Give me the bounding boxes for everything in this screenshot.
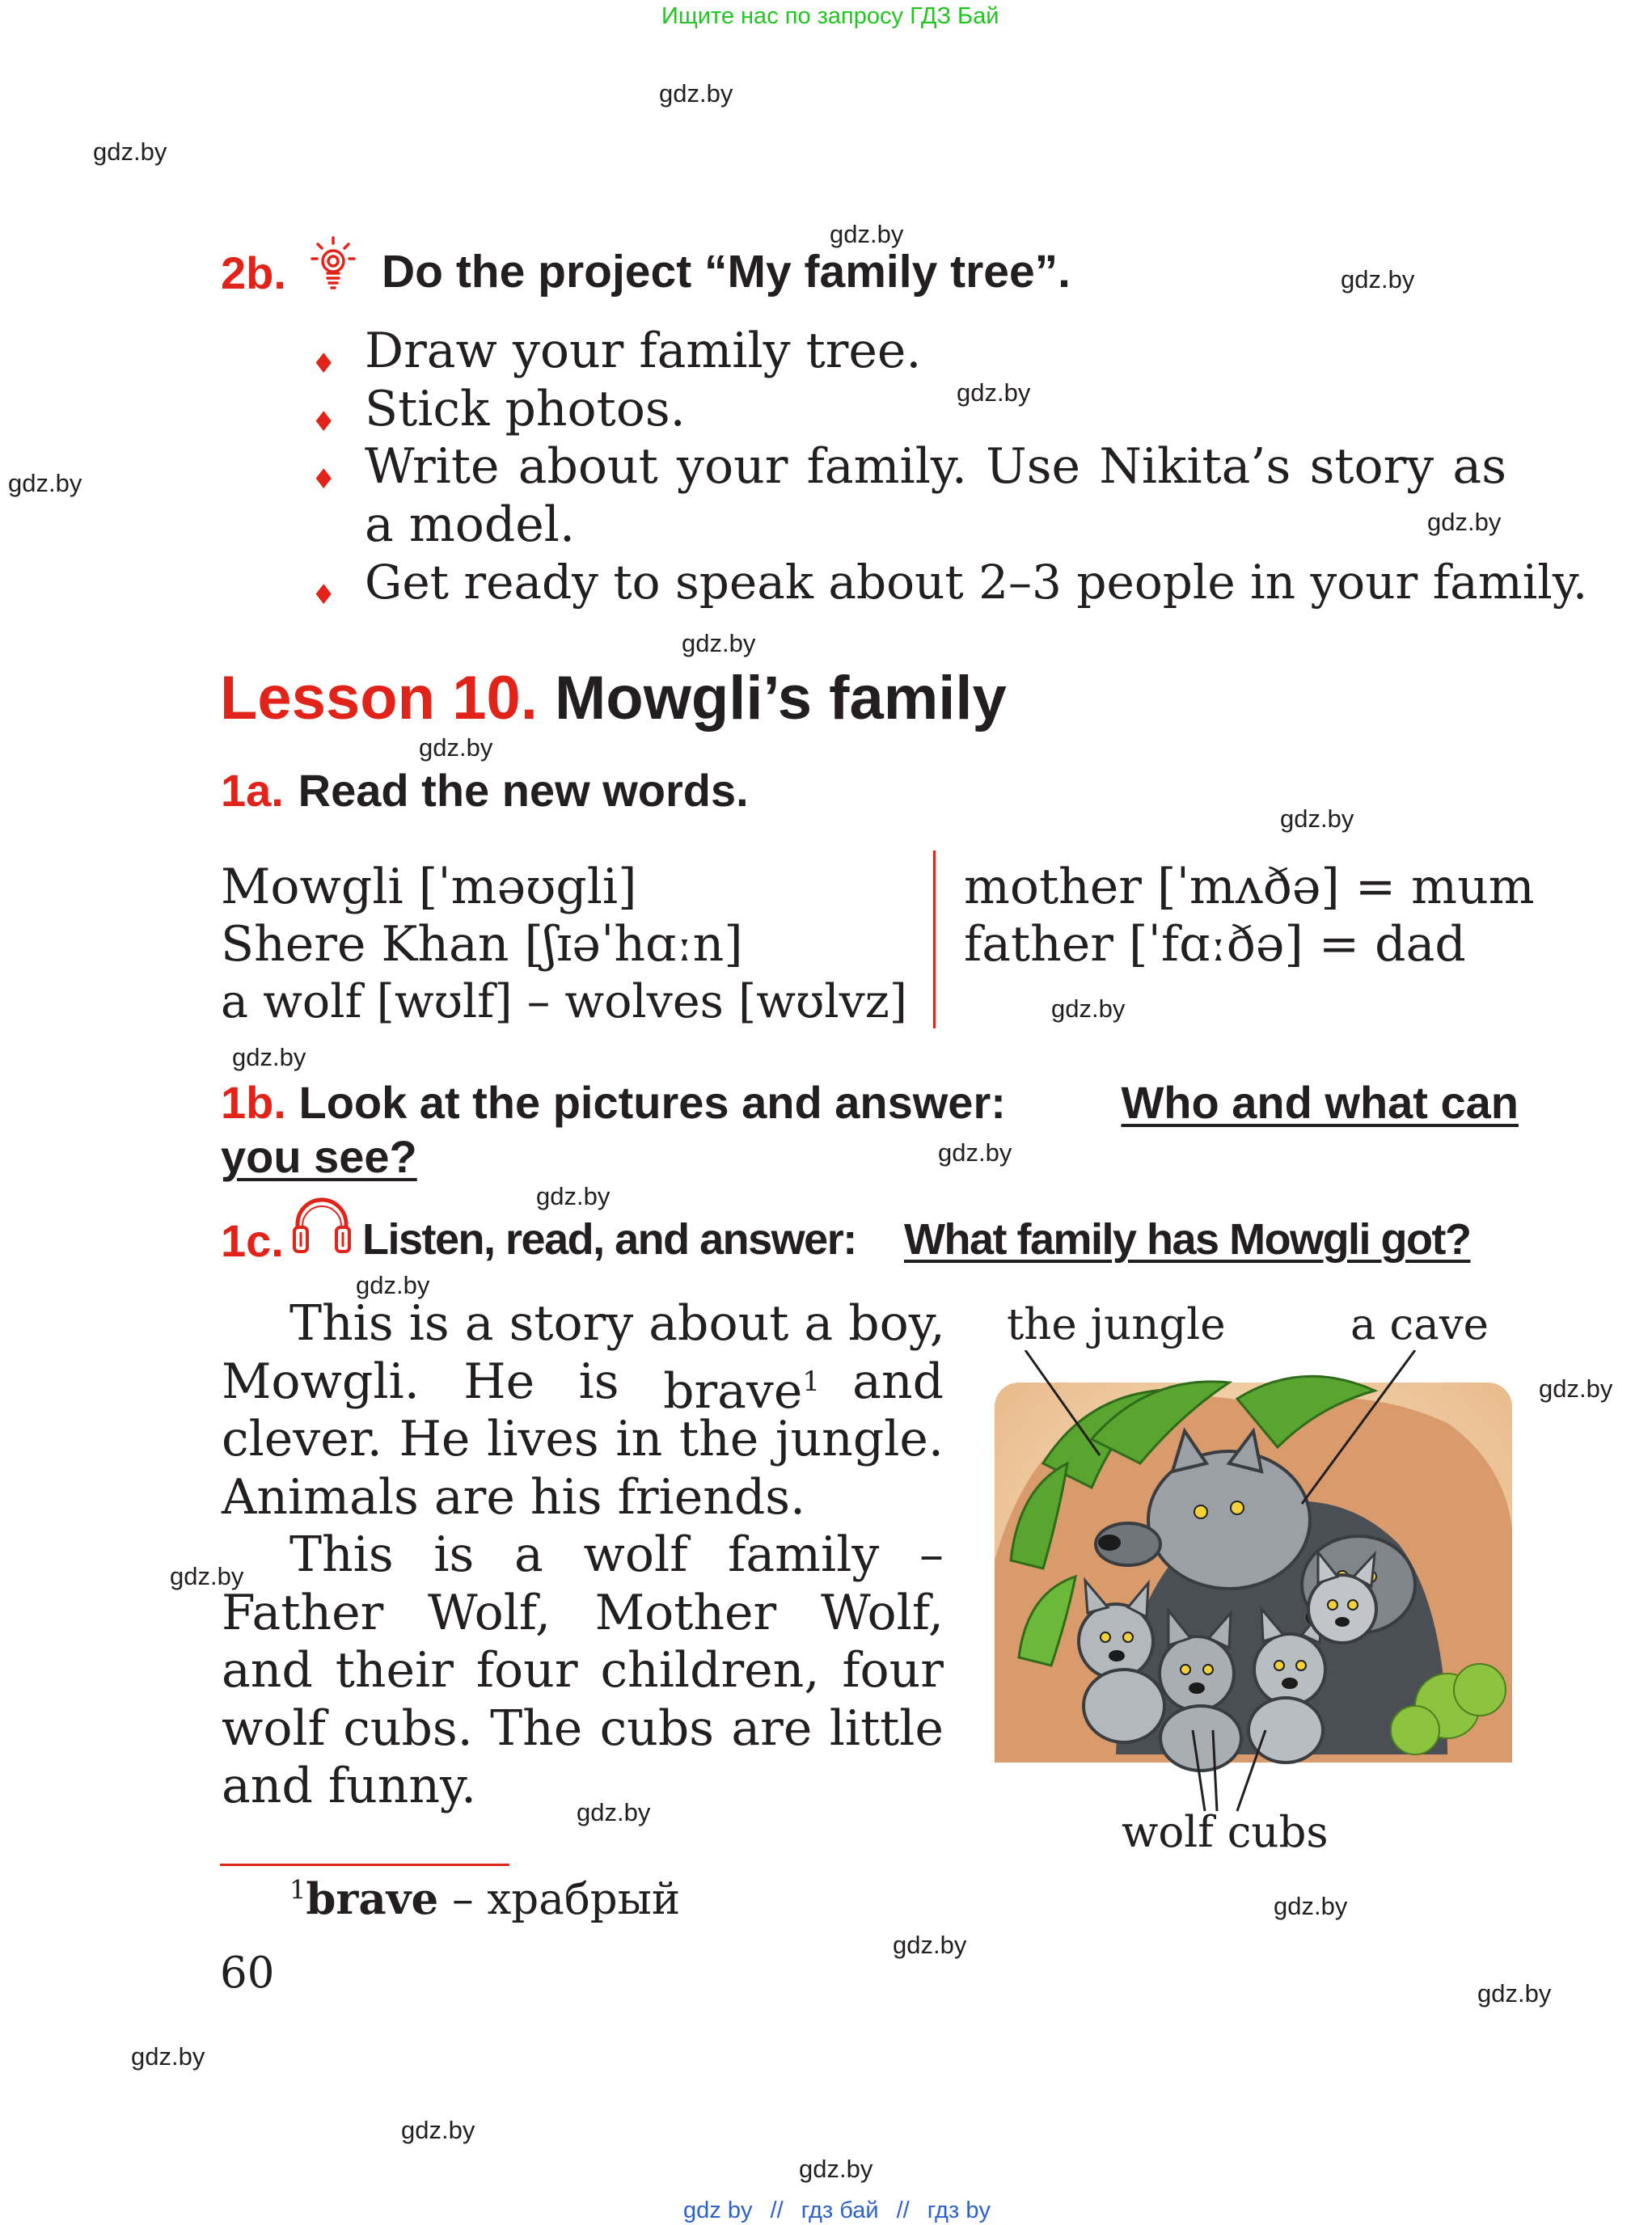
vocab-divider	[933, 851, 936, 1028]
story-line-end: and	[852, 1353, 944, 1410]
story-line: Father Wolf, Mother Wolf,	[222, 1584, 944, 1641]
exercise-2b-title: Do the project “My family tree”.	[382, 246, 1071, 298]
watermark: gdz.by	[401, 2116, 475, 2144]
watermark: gdz.by	[1051, 994, 1126, 1023]
watermark: gdz.by	[1341, 265, 1415, 293]
story-line: This is a story about a boy,	[289, 1295, 945, 1352]
story-line: wolf cubs. The cubs are little	[222, 1699, 944, 1757]
watermark: gdz.by	[232, 1043, 306, 1071]
lesson-label: Lesson 10.	[220, 664, 538, 733]
vocab-word: mother [ˈmʌðə] = mum	[964, 859, 1535, 915]
link-separator: //	[896, 2198, 910, 2223]
exercise-1b-prefix: Look at the pictures and answer:	[298, 1077, 1006, 1128]
footnote-marker: 1	[289, 1874, 306, 1906]
bullet-text: Get ready to speak about 2–3 people in your family.	[365, 555, 1588, 610]
label-jungle: the jungle	[1007, 1300, 1226, 1349]
watermark: gdz.by	[957, 378, 1031, 407]
bullet-text: Draw your family tree.	[365, 323, 922, 379]
exercise-1c-number: 1c.	[221, 1215, 284, 1266]
watermark: gdz.by	[93, 137, 167, 166]
vocab-word: Mowgli [ˈməʊgli]	[221, 859, 637, 915]
story-line: and funny.	[222, 1758, 477, 1814]
exercise-1a-title: Read the new words.	[298, 765, 749, 816]
watermark: gdz.by	[830, 220, 904, 248]
story-line: and their four children, four	[222, 1642, 944, 1699]
footnote	[289, 1874, 680, 1924]
watermark: gdz.by	[1477, 1979, 1552, 2008]
vocab-word: father [ˈfɑːðə] = dad	[964, 916, 1466, 973]
exercise-1a-number: 1a.	[221, 765, 284, 816]
footnote-divider	[220, 1864, 509, 1866]
diamond-bullet-icon: ♦	[311, 348, 336, 380]
vocab-word: Shere Khan [ʃɪəˈhɑːn]	[221, 916, 743, 973]
footnote-word: brave	[306, 1874, 439, 1924]
watermark: gdz.by	[938, 1138, 1012, 1167]
watermark: gdz.by	[659, 79, 733, 108]
exercise-1c-question: What family has Mowgli got?	[904, 1215, 1471, 1264]
exercise-1a-header	[221, 764, 749, 817]
bullet-text: a model.	[365, 496, 576, 553]
story-line	[222, 1353, 944, 1420]
bullet-text: Write about your family. Use Nikita’s story as	[365, 438, 1506, 495]
watermark: gdz.by	[356, 1271, 430, 1299]
footnote-translation: – храбрый	[452, 1875, 681, 1924]
page-number: 60	[220, 1948, 275, 1998]
watermark: gdz.by	[682, 629, 756, 657]
top-banner[interactable]: Ищите нас по запросу ГДЗ Бай	[661, 3, 999, 29]
bottom-link[interactable]: gdz by	[683, 2198, 753, 2223]
exercise-2b-number: 2b.	[221, 247, 286, 298]
label-cave: a cave	[1350, 1300, 1489, 1349]
diamond-bullet-icon: ♦	[311, 579, 336, 611]
watermark: gdz.by	[577, 1798, 651, 1826]
watermark: gdz.by	[131, 2042, 205, 2071]
footnote-ref: 1	[802, 1365, 820, 1398]
label-wolf-cubs: wolf cubs	[1122, 1808, 1329, 1857]
lightbulb-icon	[310, 236, 357, 291]
exercise-1b-number: 1b.	[221, 1077, 286, 1128]
lesson-heading	[220, 663, 1007, 733]
bottom-link[interactable]: гдз by	[927, 2198, 991, 2223]
watermark: gdz.by	[419, 733, 493, 762]
story-line: This is a wolf family –	[289, 1526, 944, 1583]
exercise-1b-question: Who and what can	[1121, 1077, 1519, 1128]
exercise-1b-question-cont: you see?	[221, 1131, 417, 1182]
watermark: gdz.by	[8, 469, 82, 497]
watermark: gdz.by	[1274, 1892, 1348, 1920]
diamond-bullet-icon: ♦	[311, 406, 336, 438]
bottom-link[interactable]: гдз бай	[801, 2198, 879, 2223]
vocab-left-column	[221, 859, 907, 1031]
watermark: gdz.by	[1427, 508, 1502, 536]
vocab-right-column	[964, 859, 1535, 973]
watermark: gdz.by	[1539, 1374, 1613, 1403]
bullet-text: Stick photos.	[365, 381, 686, 437]
watermark: gdz.by	[1280, 804, 1354, 833]
watermark: gdz.by	[170, 1562, 244, 1590]
watermark: gdz.by	[799, 2155, 873, 2183]
story-line: Animals are his friends.	[222, 1468, 806, 1526]
story-line: clever. He lives in the jungle.	[222, 1411, 944, 1467]
vocab-word: a wolf [wʊlf] – wolves [wʊlvz]	[221, 975, 908, 1028]
exercise-1b-line1	[221, 1076, 1519, 1129]
watermark: gdz.by	[893, 1931, 967, 1959]
link-separator: //	[770, 2198, 784, 2223]
bottom-links	[683, 2198, 991, 2224]
exercise-1c-prefix: Listen, read, and answer:	[362, 1215, 856, 1264]
headphones-icon	[289, 1193, 354, 1255]
wolf-family-illustration	[995, 1350, 1512, 1835]
story-text	[222, 1295, 944, 1816]
lesson-title: Mowgli’s family	[554, 664, 1007, 733]
story-line-start: Mowgli. He is brave$^1$	[222, 1353, 820, 1420]
diamond-bullet-icon: ♦	[311, 463, 336, 496]
watermark: gdz.by	[536, 1182, 611, 1210]
